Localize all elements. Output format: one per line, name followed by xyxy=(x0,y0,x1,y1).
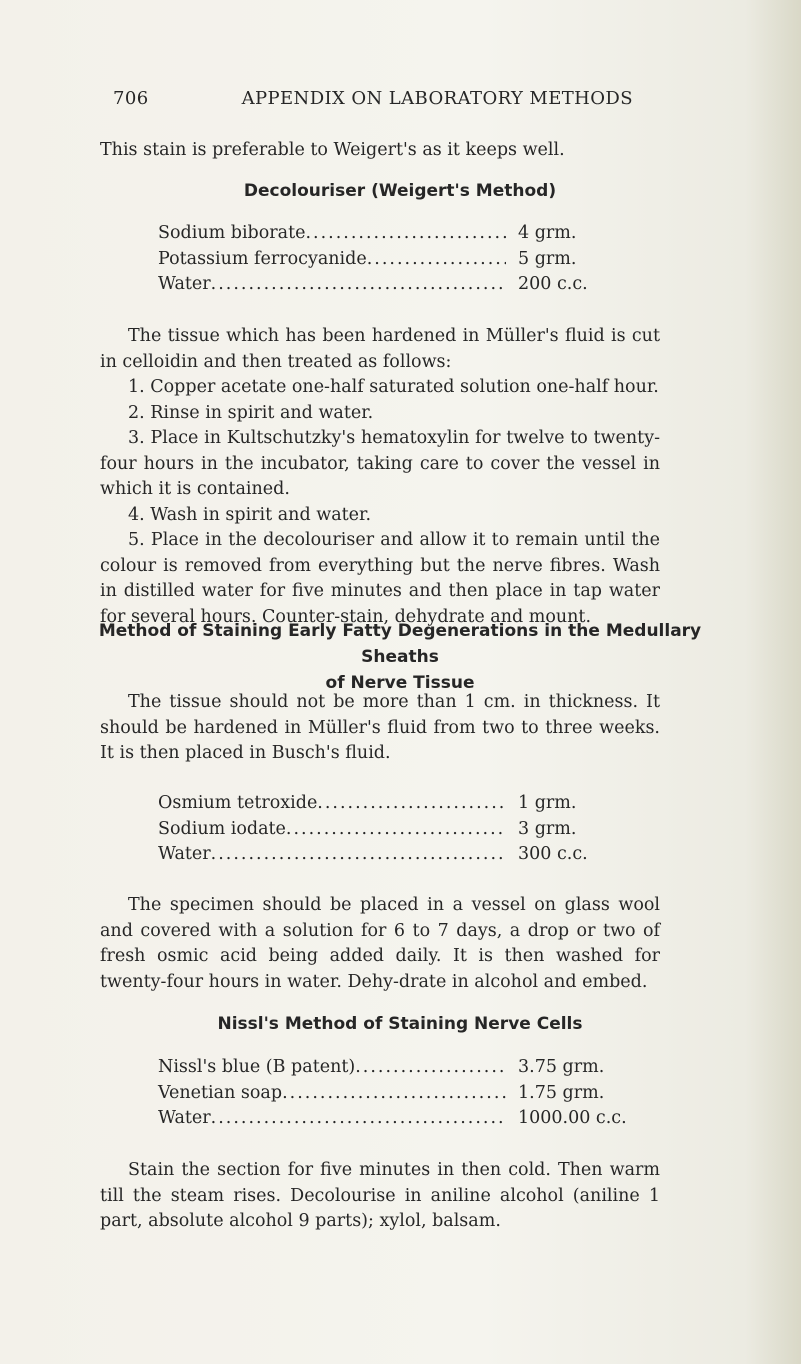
ingredient-name: Potassium ferrocyanide xyxy=(158,248,367,269)
paragraph-tissue-hardening: The tissue should not be more than 1 cm. in thickness. It should be hardened in Müller's fluid from two to three weeks. It is then placed in Busch's fluid. xyxy=(100,692,660,763)
ingredient-name: Venetian soap xyxy=(158,1082,283,1103)
ingredient-name: Water xyxy=(158,844,211,864)
paragraph-tissue-treatment: The tissue which has been hardened in Müller's fluid is cut in celloidin and then treated as follows: xyxy=(100,326,660,372)
procedure-step: 4. Wash in spirit and water. xyxy=(128,504,372,525)
recipe-row xyxy=(158,1055,663,1081)
leader-dots xyxy=(211,1106,506,1132)
ingredient-name: Water xyxy=(158,274,211,294)
procedure-steps xyxy=(100,375,660,630)
recipe-row xyxy=(158,1081,663,1107)
paragraph-specimen-procedure: The specimen should be placed in a vessel on glass wool and covered with a solution for 6 to 7 days, a drop or two of fresh osmic acid being added daily. It is then washed for twenty-four hours in water. Dehy-drate in alcohol and embed. xyxy=(100,895,660,992)
leader-dots xyxy=(211,842,506,868)
heading-line: of Nerve Tissue xyxy=(325,673,475,693)
paragraph-stain-section: Stain the section for five minutes in then cold. Then warm till the steam rises. Decolourise in aniline alcohol (aniline 1 part, absolute alcohol 9 parts); xylol, balsam. xyxy=(100,1160,660,1231)
recipe-table-nissl xyxy=(158,1055,663,1132)
section-heading-nissl: Nissl's Method of Staining Nerve Cells xyxy=(217,1014,583,1034)
procedure-step: 2. Rinse in spirit and water. xyxy=(128,402,374,423)
recipe-row xyxy=(158,817,663,843)
ingredient-name: Nissl's blue (B patent) xyxy=(158,1057,356,1077)
page-header xyxy=(113,88,633,109)
recipe-row xyxy=(158,1106,663,1132)
ingredient-amount: 1.75 grm. xyxy=(518,1082,605,1103)
leader-dots xyxy=(317,791,506,817)
ingredient-name: Water xyxy=(158,1108,211,1128)
section-heading-decolouriser: Decolouriser (Weigert's Method) xyxy=(243,181,557,201)
ingredient-amount: 3 grm. xyxy=(518,818,577,839)
leader-dots xyxy=(367,247,506,273)
leader-dots xyxy=(286,817,506,843)
ingredient-amount: 1000.00 c.c. xyxy=(518,1108,627,1128)
running-title: APPENDIX ON LABORATORY METHODS xyxy=(241,88,633,109)
leader-dots xyxy=(211,272,506,298)
leader-dots xyxy=(305,221,506,247)
recipe-row xyxy=(158,247,663,273)
recipe-row xyxy=(158,791,663,817)
ingredient-amount: 5 grm. xyxy=(518,248,577,269)
recipe-row xyxy=(158,221,663,247)
section-heading-fatty-degenerations xyxy=(90,618,710,696)
ingredient-name: Sodium iodate xyxy=(158,818,286,839)
heading-line: Method of Staining Early Fatty Degenerations in the Medullary Sheaths xyxy=(98,621,702,667)
ingredient-name: Sodium biborate xyxy=(158,223,306,243)
ingredient-amount: 3.75 grm. xyxy=(518,1057,605,1077)
procedure-step: 1. Copper acetate one-half saturated solution one-half hour. xyxy=(128,377,659,397)
ingredient-amount: 4 grm. xyxy=(518,223,577,243)
procedure-step: 3. Place in Kultschutzky's hematoxylin for twelve to twenty-four hours in the incubator, taking care to cover the vessel in which it is contained. xyxy=(100,428,660,499)
ingredient-amount: 300 c.c. xyxy=(518,844,588,864)
ingredient-amount: 200 c.c. xyxy=(518,274,588,294)
page-number: 706 xyxy=(113,88,149,109)
ingredient-name: Osmium tetroxide xyxy=(158,793,318,813)
recipe-table-busch xyxy=(158,791,663,868)
recipe-table-decolouriser xyxy=(158,221,663,298)
recipe-row xyxy=(158,842,663,868)
leader-dots xyxy=(282,1081,506,1107)
procedure-step: 5. Place in the decolouriser and allow it to remain until the colour is removed from everything but the nerve fibres. Wash in distilled water for five minutes and then place in tap water for several hours. Counter-stain, dehydrate and mount. xyxy=(100,530,660,627)
intro-line: This stain is preferable to Weigert's as it keeps well. xyxy=(100,140,565,160)
recipe-row xyxy=(158,272,663,298)
leader-dots xyxy=(355,1055,506,1081)
ingredient-amount: 1 grm. xyxy=(518,793,577,813)
